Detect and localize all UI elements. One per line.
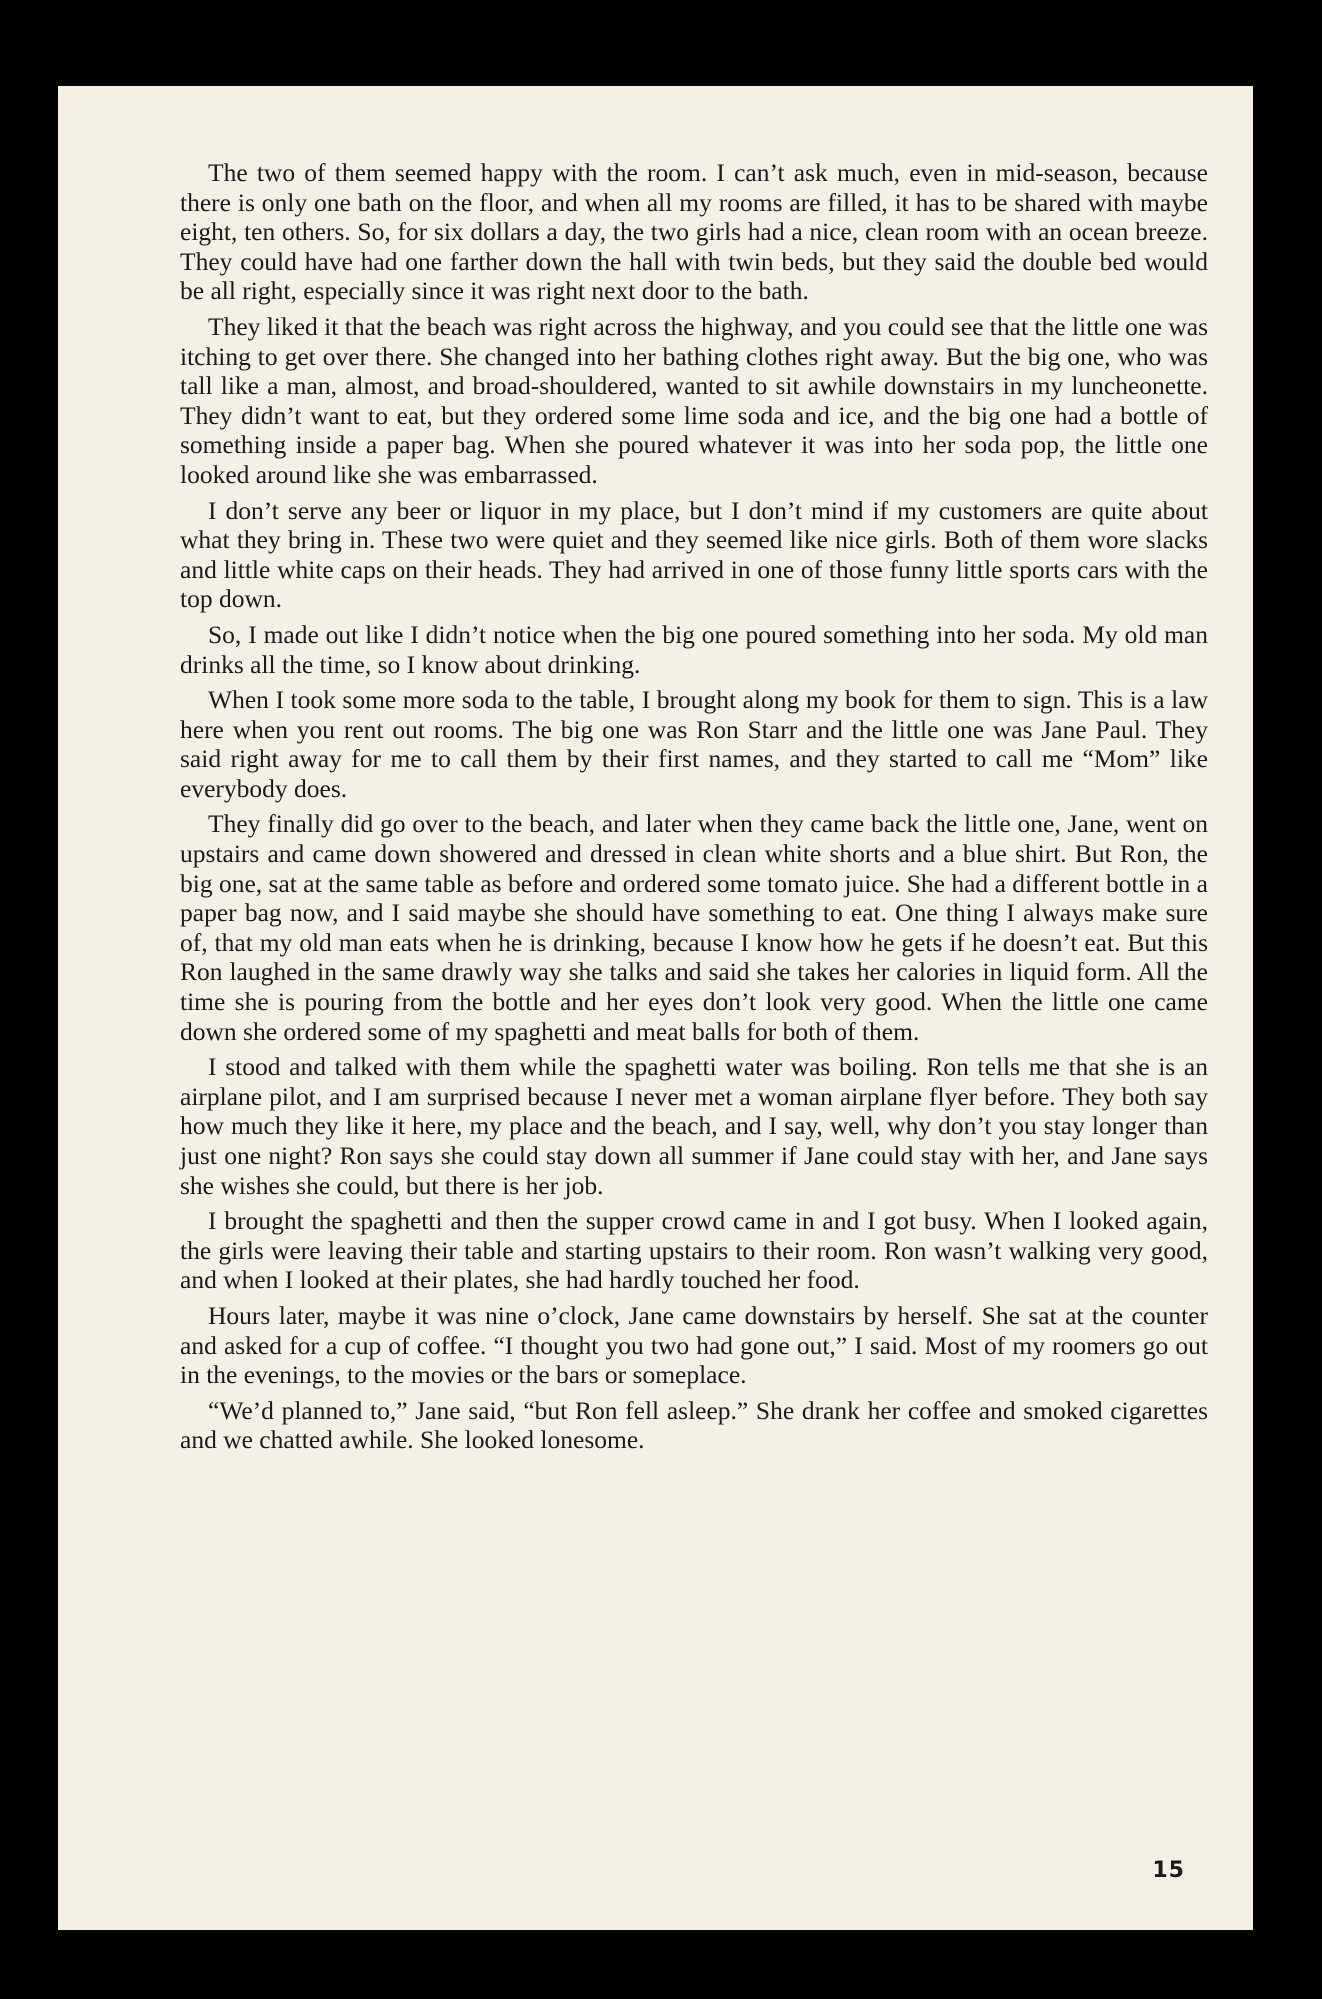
paragraph-2: They liked it that the beach was right across the highway, and you could see that the little one was itching to get over there. She changed into her bathing clothes right away. But the big one, who was tall like a man, almost, and broad-shouldered, wanted to sit awhile downstairs in my luncheonette. They didn’t want to eat, but they ordered some lime soda and ice, and the big one had a bottle of something inside a paper bag. When she poured whatever it was into her soda pop, the little one looked around like she was embarrassed. (180, 311, 1208, 489)
paragraph-4: So, I made out like I didn’t notice when the big one poured something into her soda. My old man drinks all the time, so I know about drinking. (180, 619, 1208, 679)
paragraph-9: Hours later, maybe it was nine o’clock, Jane came downstairs by herself. She sat at the counter and asked for a cup of coffee. “I thought you two had gone out,” I said. Most of my roomers go out in the evenings, to the movies or the bars or someplace. (180, 1300, 1208, 1390)
page-number: 15 (1152, 1858, 1185, 1883)
paragraph-1: The two of them seemed happy with the room. I can’t ask much, even in mid-season, because there is only one bath on the floor, and when all my rooms are filled, it has to be shared with maybe eight, ten others. So, for six dollars a day, the two girls had a nice, clean room with an ocean breeze. They could have had one farther down the hall with twin beds, but they said the double bed would be all right, especially since it was right next door to the bath. (180, 158, 1208, 306)
paragraph-5: When I took some more soda to the table, I brought along my book for them to sign. This is a law here when you rent out rooms. The big one was Ron Starr and the little one was Jane Paul. They said right away for me to call them by their first names, and they started to call me “Mom” like everybody does. (180, 685, 1208, 803)
paragraph-10: “We’d planned to,” Jane said, “but Ron fell asleep.” She drank her coffee and smoked cigarettes and we chatted awhile. She looked lonesome. (180, 1395, 1208, 1455)
paragraph-7: I stood and talked with them while the spaghetti water was boiling. Ron tells me that she is an airplane pilot, and I am surprised because I never met a woman airplane flyer before. They both say how much they like it here, my place and the beach, and I say, well, why don’t you stay longer than just one night? Ron says she could stay down all summer if Jane could stay with her, and Jane says she wishes she could, but there is her job. (180, 1052, 1208, 1200)
paragraph-3: I don’t serve any beer or liquor in my place, but I don’t mind if my customers are quite about what they bring in. These two were quiet and they seemed like nice girls. Both of them wore slacks and little white caps on their heads. They had arrived in one of those funny little sports cars with the top down. (180, 495, 1208, 614)
book-page (58, 86, 1253, 1930)
paragraph-8: I brought the spaghetti and then the supper crowd came in and I got busy. When I looked again, the girls were leaving their table and starting upstairs to their room. Ron wasn’t walking very good, and when I looked at their plates, she had hardly touched her food. (180, 1206, 1208, 1295)
paragraph-6: They finally did go over to the beach, and later when they came back the little one, Jane, went on upstairs and came down showered and dressed in clean white shorts and a blue shirt. But Ron, the big one, sat at the same table as before and ordered some tomato juice. She had a different bottle in a paper bag now, and I said maybe she should have something to eat. One thing I always make sure of, that my old man eats when he is drinking, because I know how he gets if he doesn’t eat. But this Ron laughed in the same drawly way she talks and said she takes her calories in liquid form. All the time she is pouring from the bottle and her eyes don’t look very good. When the little one came down she ordered some of my spaghetti and meat balls for both of them. (180, 809, 1208, 1046)
body-text (180, 158, 1208, 1461)
